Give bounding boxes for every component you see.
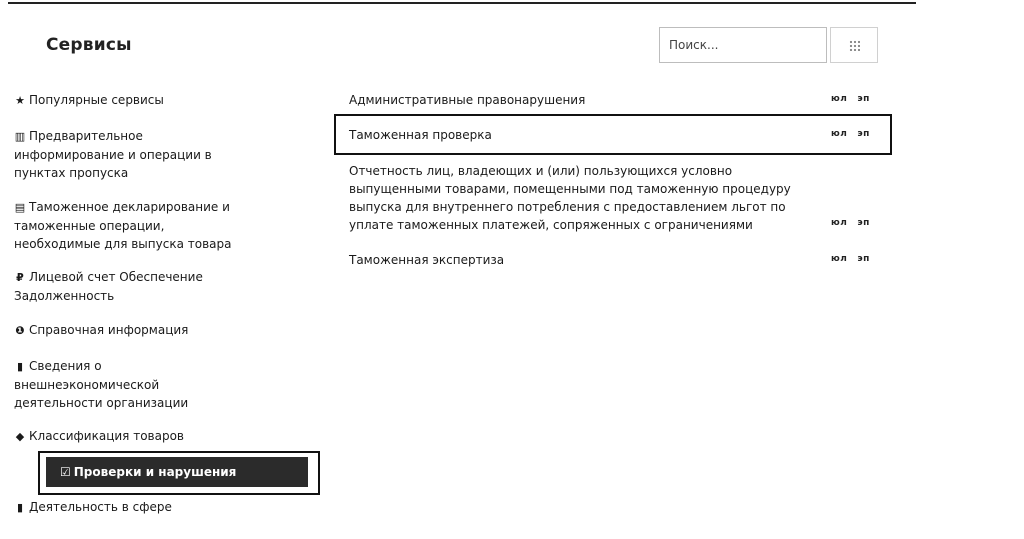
grid-icon (849, 40, 860, 51)
service-title: Административные правонарушения (349, 93, 586, 107)
tag-digital-signature: эп (857, 254, 870, 264)
document-icon: ▤ (14, 201, 26, 214)
service-title: Отчетность лиц, владеющих и (или) пользующихся условно выпущенными товарами, помещенными под таможенную процедуру выпуска для внутреннего потребления с предоставлением льгот по уплате таможенных платежей, сопряженных с ограничениями (349, 164, 791, 232)
service-row[interactable] (349, 91, 879, 109)
book-icon: ▮ (16, 360, 24, 373)
sidebar-item-account[interactable] (14, 268, 246, 305)
sidebar-item-label: Лицевой счет Обеспечение Задолженность (14, 270, 203, 303)
star-icon: ★ (15, 94, 25, 107)
sidebar-item-inspections[interactable] (38, 451, 320, 495)
service-row[interactable] (349, 126, 879, 144)
tag-digital-signature: эп (857, 218, 870, 228)
active-item-content (60, 463, 236, 481)
search-input[interactable] (660, 28, 826, 62)
sidebar-item-label: Деятельность в сфере (29, 500, 172, 514)
checkbox-icon: ☑ (60, 465, 71, 479)
sidebar-item-pre-informing[interactable] (14, 127, 246, 182)
tag-digital-signature: эп (857, 129, 870, 139)
info-icon: ❶ (15, 324, 25, 337)
service-row[interactable] (349, 162, 879, 234)
service-row[interactable] (349, 251, 879, 269)
page-title: Сервисы (46, 35, 132, 55)
sidebar-item-foreign-trade[interactable] (14, 357, 246, 412)
sidebar-item-declaration[interactable] (14, 198, 246, 253)
ruble-icon: ₽ (16, 271, 24, 284)
tag-legal-entity: юл (831, 218, 848, 228)
service-title: Таможенная экспертиза (349, 253, 505, 267)
service-tags (831, 129, 876, 139)
tag-legal-entity: юл (831, 254, 848, 264)
sidebar-item-label: Популярные сервисы (29, 93, 164, 107)
tag-legal-entity: юл (831, 94, 848, 104)
sidebar-item-popular[interactable] (14, 91, 246, 110)
tag-digital-signature: эп (857, 94, 870, 104)
sidebar-item-label: Справочная информация (29, 323, 189, 337)
service-tags (831, 218, 876, 228)
service-tags (831, 254, 876, 264)
top-divider (8, 2, 916, 4)
grid-view-button[interactable] (830, 27, 878, 63)
sidebar-item-classification[interactable] (14, 427, 246, 446)
active-item-background (46, 457, 308, 487)
sidebar-item-label: Таможенное декларирование и таможенные операции, необходимые для выпуска товара (14, 200, 232, 251)
barcode-icon: ▥ (14, 130, 26, 143)
sidebar-item-label: Классификация товаров (29, 429, 184, 443)
sidebar-item-reference[interactable] (14, 321, 246, 340)
service-title: Таможенная проверка (349, 128, 492, 142)
search-box[interactable] (659, 27, 827, 63)
sidebar-item-activity[interactable] (14, 498, 246, 517)
tag-legal-entity: юл (831, 129, 848, 139)
sidebar-item-label: Сведения о внешнеэкономической деятельности организации (14, 359, 189, 410)
sidebar-item-label: Проверки и нарушения (73, 465, 237, 479)
tag-icon: ◆ (15, 430, 25, 443)
sidebar-item-label: Предварительное информирование и операции в пунктах пропуска (14, 129, 212, 180)
service-tags (831, 94, 876, 104)
file-icon: ▮ (16, 501, 24, 514)
